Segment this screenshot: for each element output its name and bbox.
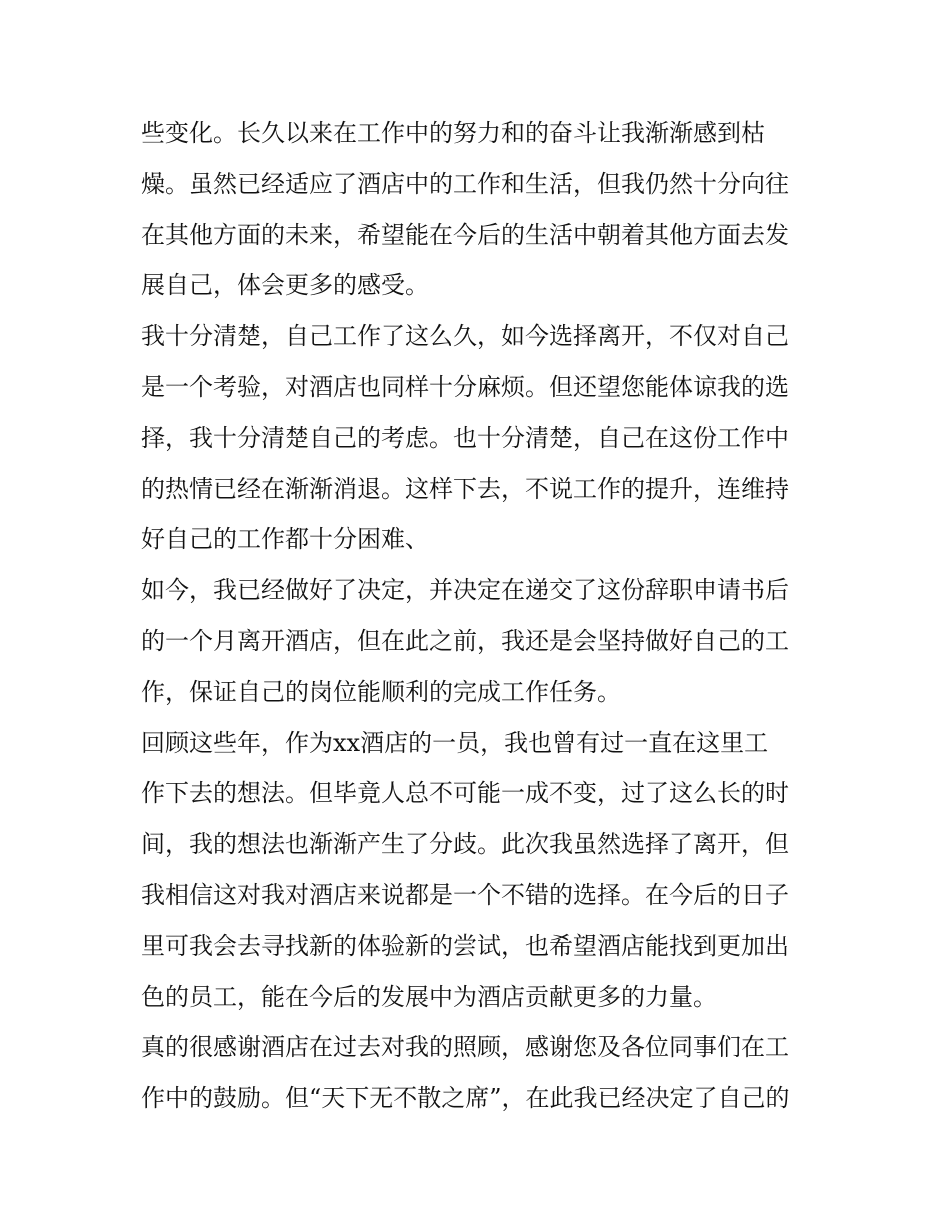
text-line: 里可我会去寻找新的体验新的尝试，也希望酒店能找到更加出 (141, 931, 789, 960)
text-line: 间，我的想法也渐渐产生了分歧。此次我虽然选择了离开，但 (141, 830, 789, 859)
text-line: 色的员工，能在今后的发展中为酒店贡献更多的力量。 (141, 982, 717, 1011)
text-line: 些变化。长久以来在工作中的努力和的奋斗让我渐渐感到枯 (141, 119, 765, 147)
text-line: 如今，我已经做好了决定，并决定在递交了这份辞职申请书后 (141, 576, 789, 605)
text-line: 作，保证自己的岗位能顺利的完成工作任务。 (141, 677, 621, 706)
text-line: 的一个月离开酒店，但在此之前，我还是会坚持做好自己的工 (141, 626, 789, 655)
text-line: 作下去的想法。但毕竟人总不可能一成不变，过了这么长的时 (141, 779, 789, 808)
text-line: 好自己的工作都十分困难、 (141, 525, 429, 554)
text-line: 真的很感谢酒店在过去对我的照顾，感谢您及各位同事们在工 (141, 1033, 789, 1062)
text-line: 燥。虽然已经适应了酒店中的工作和生活，但我仍然十分向往 (141, 169, 789, 198)
text-line: 择，我十分清楚自己的考虑。也十分清楚，自己在这份工作中 (141, 423, 789, 452)
text-line: 展自己，体会更多的感受。 (141, 271, 429, 300)
text-line: 是一个考验，对酒店也同样十分麻烦。但还望您能体谅我的选 (141, 372, 789, 401)
text-line: 作中的鼓励。但“天下无不散之席”，在此我已经决定了自己的 (141, 1084, 790, 1113)
text-line: 在其他方面的未来，希望能在今后的生活中朝着其他方面去发 (141, 220, 789, 249)
text-line: 的热情已经在渐渐消退。这样下去，不说工作的提升，连维持 (141, 474, 789, 503)
text-line: 我相信这对我对酒店来说都是一个不错的选择。在今后的日子 (141, 880, 789, 909)
body-text (141, 108, 821, 1124)
text-line: 我十分清楚，自己工作了这么久，如今选择离开，不仅对自己 (141, 322, 789, 351)
text-line: 回顾这些年，作为xx酒店的一员，我也曾有过一直在这里工 (141, 728, 769, 757)
